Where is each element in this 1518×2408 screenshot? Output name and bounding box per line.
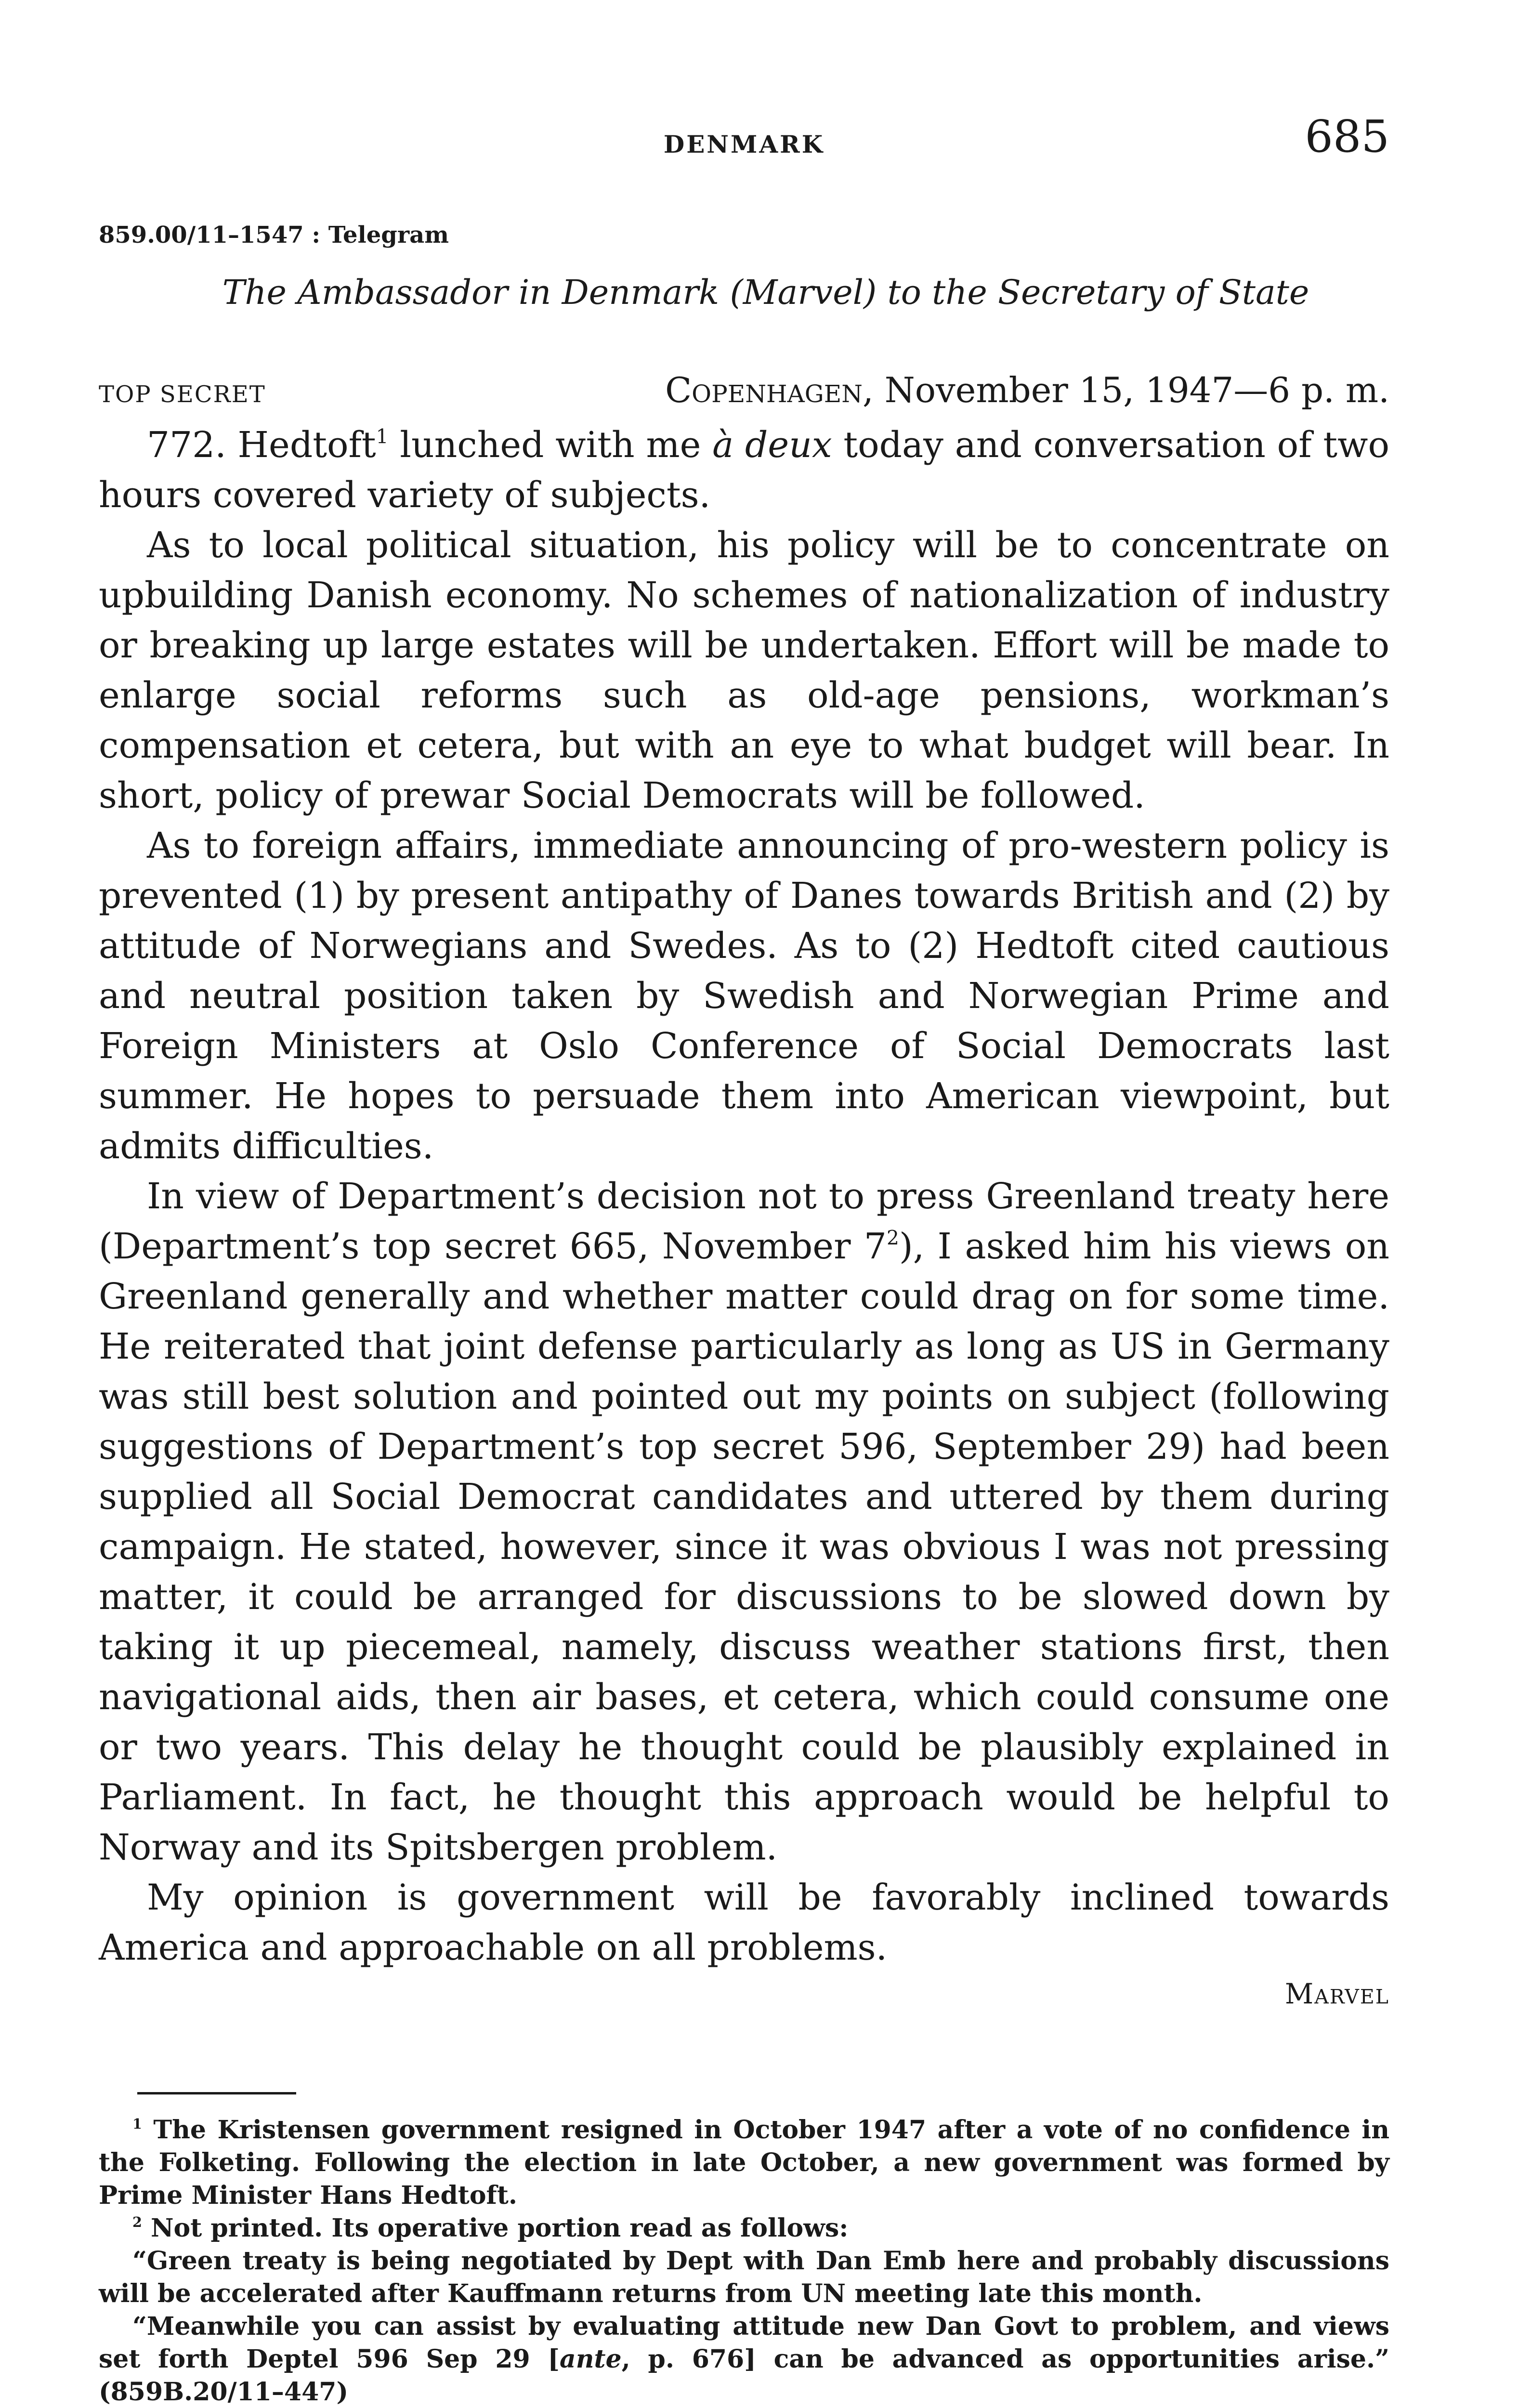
- document-page: [99, 111, 1389, 2408]
- footnote-text: “Meanwhile you can assist by evaluating attitude new Dan Govt to problem, and views set forth Deptel 596 Sep 29 [: [99, 2312, 1389, 2374]
- running-head: [99, 111, 1389, 169]
- running-title: DENMARK: [663, 130, 825, 158]
- paragraph-text: today and conversation of two hours covered variety of subjects.: [99, 424, 1390, 516]
- paragraph-1: [99, 420, 1389, 520]
- paragraph-text: lunched with me: [388, 424, 713, 466]
- footnote-text: , p. 676] can be advanced as opportunities arise.” (859B.20/11–447): [99, 2344, 1389, 2407]
- footnote-text: Not printed. Its operative portion read as follows:: [142, 2213, 849, 2243]
- footnote-2-quote-2: [99, 2310, 1389, 2408]
- paragraph-4: [99, 1171, 1389, 1872]
- footnotes: [99, 2114, 1389, 2408]
- page-number: 685: [1305, 111, 1389, 162]
- document-title: The Ambassador in Denmark (Marvel) to the Secretary of State: [222, 273, 1309, 312]
- dateline: [99, 370, 1389, 410]
- date: November 15, 1947—6 p. m.: [884, 370, 1389, 410]
- paragraph-text: In view of Department’s decision not to press Greenland treaty here (Department’s top secret 665, November 7: [99, 1176, 1389, 1267]
- paragraph-2: As to local political situation, his policy will be to concentrate on upbuilding Danish economy. No schemes of nationalization of industry or breaking up large estates will be undertaken. Effort will be made to enlarge social reforms such as old-age pensions, workman’s compensation et cetera, but with an eye to what budget will bear. In short, policy of prewar Social Democrats will be followed.: [99, 524, 1389, 816]
- paragraph-text: ), I asked him his views on Greenland generally and whether matter could drag on for some time. He reiterated that joint defense particularly as long as US in Germany was still best solution and pointed out my points on subject (following suggestions of Department’s top secret 596, September 29) had been supplied all Social Democrat candidates and uttered by them during campaign. He stated, however, since it was obvious I was not pressing matter, it could be arranged for discussions to be slowed down by taking it up piecemeal, namely, discuss weather stations first, then navigational aids, then air bases, et cetera, which could consume one or two years. This delay he thought could be plausibly explained in Parliament. In fact, he thought this approach would be helpful to Norway and its Spitsbergen problem.: [99, 1226, 1390, 1868]
- telegram-body: [99, 420, 1389, 1973]
- footnote-ref-1: 1: [376, 425, 389, 448]
- italic-phrase: à deux: [712, 424, 832, 466]
- place: Copenhagen,: [665, 370, 874, 410]
- paragraph-5: My opinion is government will be favorably inclined towards America and approachable on all problems.: [99, 1877, 1389, 1968]
- footnote-1: [99, 2114, 1389, 2212]
- footnote-ref-2: 2: [887, 1226, 899, 1250]
- classification-label: TOP SECRET: [99, 381, 266, 408]
- footnote-2-quote-1: “Green treaty is being negotiated by Dept with Dan Emb here and probably discussions will be accelerated after Kauffmann returns from UN meeting late this month.: [99, 2246, 1389, 2308]
- footnote-divider: [137, 2092, 296, 2094]
- footnote-mark: 1: [132, 2115, 142, 2132]
- place-and-date: [665, 370, 1389, 410]
- paragraph-3: As to foreign affairs, immediate announcing of pro-western policy is prevented (1) by present antipathy of Danes towards British and (2) by attitude of Norwegians and Swedes. As to (2) Hedtoft cited cautious and neutral position taken by Swedish and Norwegian Prime and Foreign Ministers at Oslo Conference of Social Democrats last summer. He hopes to persuade them into American viewpoint, but admits difficulties.: [99, 825, 1389, 1167]
- file-reference: 859.00/11–1547 : Telegram: [99, 222, 449, 249]
- italic-ante: ante: [560, 2344, 622, 2374]
- footnote-text: The Kristensen government resigned in October 1947 after a vote of no confidence in the Folketing. Following the election in late October, a new government was formed by Prime Minister Hans Hedtoft.: [99, 2115, 1389, 2210]
- footnote-mark: 2: [132, 2213, 142, 2230]
- signature: Marvel: [1284, 1977, 1389, 2010]
- footnote-2: [99, 2212, 1389, 2245]
- paragraph-text: 772. Hedtoft: [147, 424, 376, 466]
